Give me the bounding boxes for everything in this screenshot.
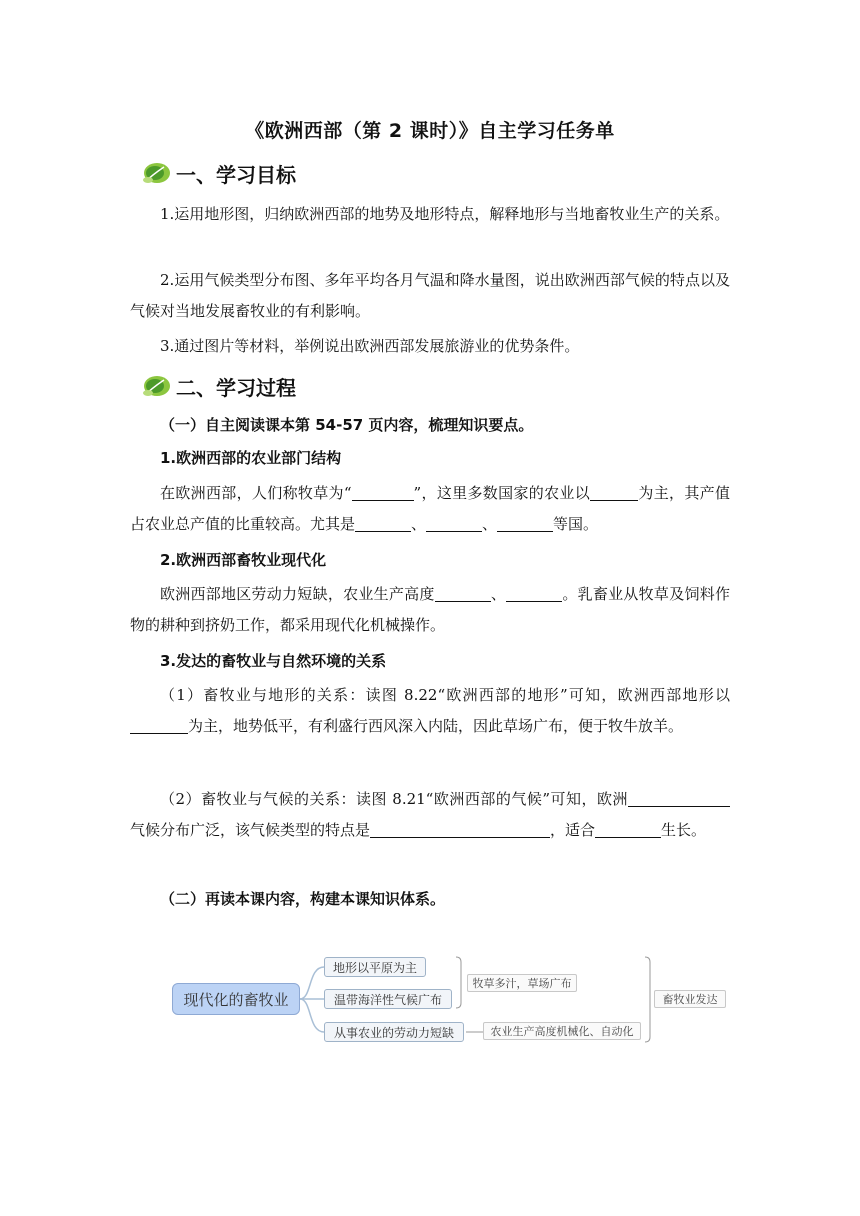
mindmap-branch: 从事农业的劳动力短缺 [324, 1022, 464, 1042]
goal-item: 3.通过图片等材料，举例说出欧洲西部发展旅游业的优势条件。 [160, 337, 580, 355]
part-two-heading: （二）再读本课内容，构建本课知识体系。 [160, 890, 446, 908]
page-title: 《欧洲西部（第 2 课时）》自主学习任务单 [245, 120, 615, 142]
mindmap-result: 农业生产高度机械化、自动化 [483, 1022, 641, 1040]
mindmap-result: 牧草多汁，草场广布 [467, 974, 577, 992]
mindmap-root: 现代化的畜牧业 [172, 983, 300, 1015]
mindmap-final: 畜牧业发达 [654, 990, 726, 1008]
paragraph-agriculture: 在欧洲西部，人们称牧草为“ ”，这里多数国家的农业以 为主，其产值占农业总产值的比重较高。尤其是 、 、 等国。 [130, 484, 730, 533]
paragraph-climate: （2）畜牧业与气候的关系：读图 8.21“欧洲西部的气候”可知，欧洲气候分布广泛，该气候类型的特点是 ，适合 生长。 [130, 784, 730, 846]
topic-heading: 1.欧洲西部的农业部门结构 [160, 449, 342, 467]
section-heading-text: 二、学习过程 [176, 375, 296, 400]
part-one-heading: （一）自主阅读课本第 54-57 页内容，梳理知识要点。 [160, 416, 534, 434]
goal-item: 1.运用地形图，归纳欧洲西部的地势及地形特点，解释地形与当地畜牧业生产的关系。 [160, 205, 730, 223]
topic-heading: 2.欧洲西部畜牧业现代化 [160, 551, 327, 569]
section-heading-text: 一、学习目标 [176, 162, 296, 187]
goal-item: 2.运用气候类型分布图、多年平均各月气温和降水量图，说出欧洲西部气候的特点以及气候对当地发展畜牧业的有利影响。 [130, 271, 730, 320]
paragraph-terrain: （1）畜牧业与地形的关系：读图 8.22“欧洲西部的地形”可知，欧洲西部地形以为主，地势低平，有利盛行西风深入内陆，因此草场广布，便于牧牛放羊。 [130, 680, 730, 742]
paragraph-modernization: 欧洲西部地区劳动力短缺，农业生产高度 、 。乳畜业从牧草及饲料作物的耕种到挤奶工作，都采用现代化机械操作。 [130, 585, 730, 634]
mindmap-branch: 地形以平原为主 [324, 957, 426, 977]
topic-heading: 3.发达的畜牧业与自然环境的关系 [160, 652, 387, 670]
mindmap-branch: 温带海洋性气候广布 [324, 989, 452, 1009]
